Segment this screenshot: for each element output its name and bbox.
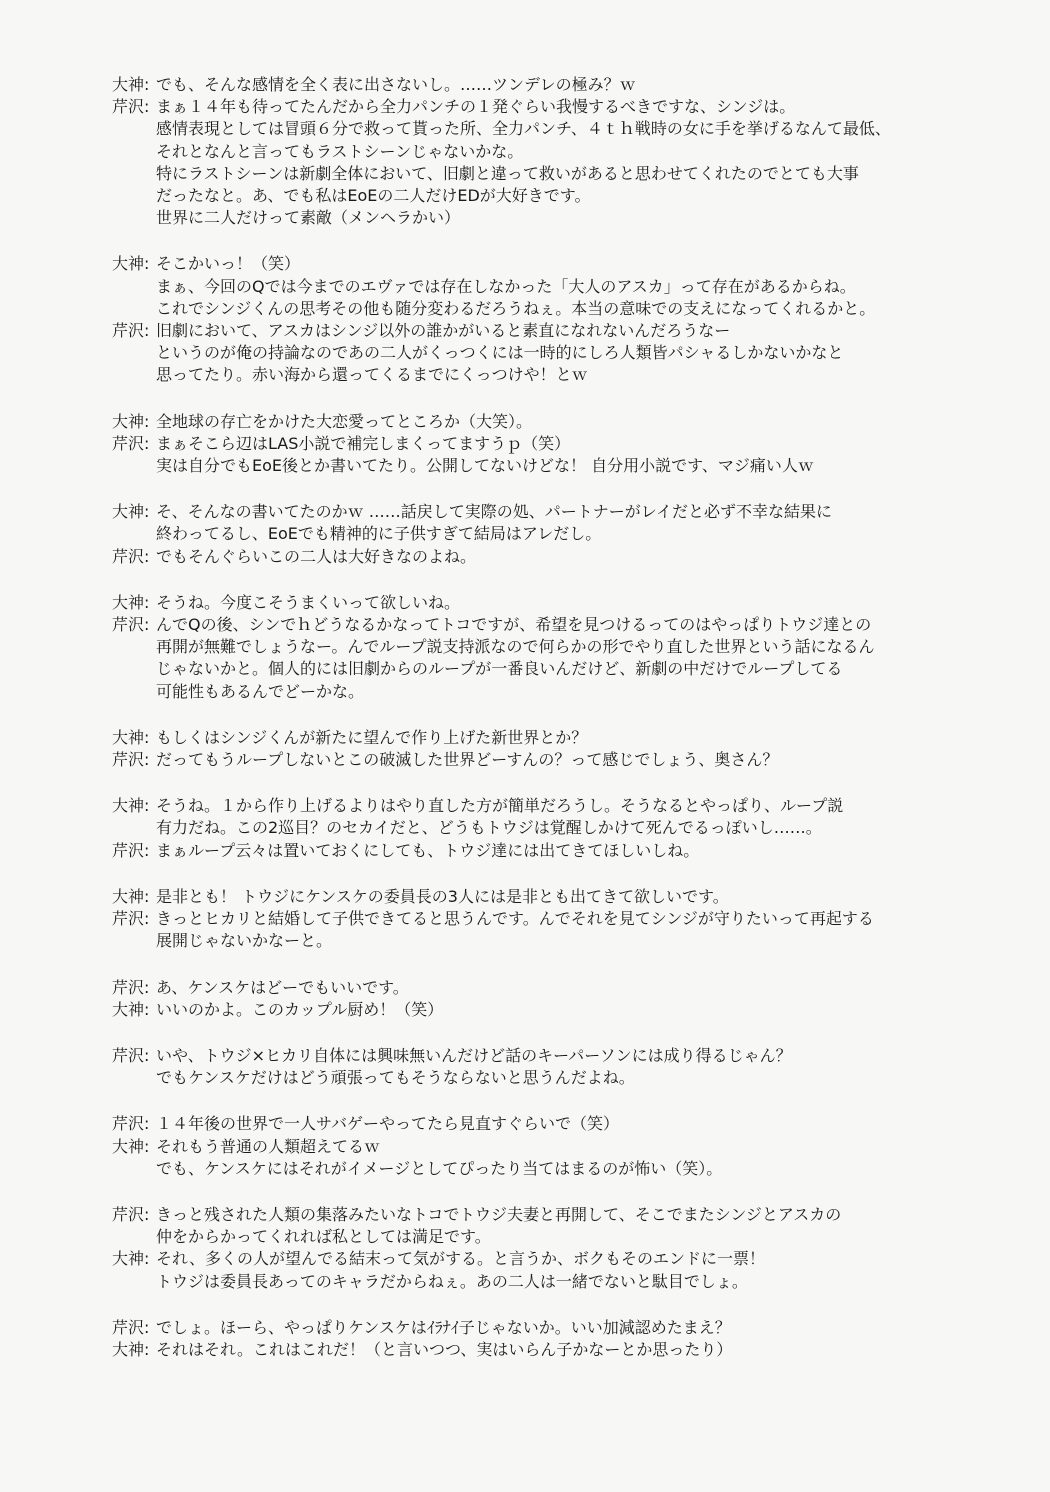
- speaker-label: [112, 118, 156, 140]
- line-text: まぁ、今回のQでは今までのエヴァでは存在しなかった「大人のアスカ」って存在があるからね。: [156, 276, 856, 296]
- dialogue-line: [112, 614, 1012, 636]
- dialogue-block: [112, 253, 1012, 386]
- dialogue-line: [112, 636, 1012, 658]
- speaker-label: 芹沢:: [112, 546, 150, 566]
- dialogue-line: [112, 1204, 1012, 1226]
- line-text: 特にラストシーンは新劇全体において、旧劇と違って救いがあると思わせてくれたのでとても大事: [156, 163, 859, 183]
- speaker-label: 芹沢:: [112, 1045, 150, 1065]
- speaker-label: [112, 455, 156, 477]
- line-text: いや、トウジ×ヒカリ自体には興味無いんだけど話のキーパーソンには成り得るじゃん？: [156, 1045, 792, 1065]
- dialogue-line: [112, 342, 1012, 364]
- dialogue-line: [112, 1136, 1012, 1158]
- dialogue-line: [112, 96, 1012, 118]
- dialogue-line: [112, 276, 1012, 298]
- dialogue-line: [112, 1271, 1012, 1293]
- dialogue-line: [112, 930, 1012, 952]
- line-text: だったなと。あ、でも私はEoEの二人だけEDが大好きです。: [156, 186, 591, 206]
- dialogue-line: [112, 433, 1012, 455]
- line-text: 再開が無難でしょうなー。んでループ説支持派なので何らかの形でやり直した世界という話になるん: [156, 637, 875, 657]
- line-text: じゃないかと。個人的には旧劇からのループが一番良いんだけど、新劇の中だけでループしてる: [156, 659, 843, 679]
- line-text: そ、そんなの書いてたのかｗ ……話戻して実際の処、パートナーがレイだと必ず不幸な結果に: [156, 502, 832, 522]
- dialogue-line: [112, 977, 1012, 999]
- dialogue-line: [112, 141, 1012, 163]
- line-text: だってもうループしないとこの破滅した世界どーすんの？って感じでしょう、奥さん？: [156, 750, 779, 770]
- line-text: そうね。１から作り上げるよりはやり直した方が簡単だろうし。そうなるとやっぱり、ループ説: [156, 796, 844, 816]
- speaker-label: [112, 163, 156, 185]
- speaker-label: 芹沢:: [112, 840, 150, 860]
- speaker-label: [112, 1226, 156, 1248]
- speaker-label: 大神:: [112, 796, 150, 816]
- dialogue-block: [112, 795, 1012, 862]
- dialogue-line: [112, 118, 1012, 140]
- line-text: 世界に二人だけって素敵（メンヘラかい）: [156, 208, 461, 228]
- line-text: 是非とも！ トウジにケンスケの委員長の3人には是非とも出てきて欲しいです。: [156, 886, 729, 906]
- speaker-label: [112, 930, 156, 952]
- speaker-label: 芹沢:: [112, 909, 150, 929]
- line-text: それとなんと言ってもラストシーンじゃないかな。: [156, 141, 524, 161]
- line-text: というのが俺の持論なのであの二人がくっつくには一時的にしろ人類皆パシャるしかないかなと: [156, 343, 844, 363]
- speaker-label: 大神:: [112, 1136, 150, 1156]
- dialogue-line: [112, 999, 1012, 1021]
- line-text: きっとヒカリと結婚して子供できてると思うんです。んでそれを見てシンジが守りたいって再起する: [156, 909, 874, 929]
- dialogue-block: [112, 1317, 1012, 1361]
- line-text: まぁそこら辺はLAS小説で補完しまくってますうｐ（笑）: [156, 433, 571, 453]
- speaker-label: 芹沢:: [112, 321, 150, 341]
- speaker-label: 大神:: [112, 1249, 150, 1269]
- line-text: 展開じゃないかなーと。: [156, 931, 333, 951]
- line-text: それはそれ。これはこれだ！（と言いつつ、実はいらん子かなーとか思ったり）: [156, 1339, 733, 1359]
- speaker-label: 芹沢:: [112, 1204, 150, 1224]
- speaker-label: 大神:: [112, 886, 150, 906]
- speaker-label: [112, 141, 156, 163]
- dialogue-line: [112, 1317, 1012, 1339]
- speaker-label: [112, 523, 156, 545]
- line-text: それもう普通の人類超えてるｗ: [156, 1136, 381, 1156]
- dialogue-line: [112, 320, 1012, 342]
- dialogue-line: [112, 501, 1012, 523]
- line-text: そうね。今度こそうまくいって欲しいね。: [156, 592, 461, 612]
- speaker-label: [112, 342, 156, 364]
- dialogue-line: [112, 1339, 1012, 1361]
- line-text: １４年後の世界で一人サバゲーやってたら見直すぐらいで（笑）: [156, 1114, 620, 1134]
- line-text: 旧劇において、アスカはシンジ以外の誰かがいると素直になれないんだろうなー: [156, 321, 731, 341]
- dialogue-line: [112, 1226, 1012, 1248]
- speaker-label: 芹沢:: [112, 433, 150, 453]
- dialogue-line: [112, 364, 1012, 386]
- line-text: でしょ。ほーら、やっぱりケンスケはｲﾗﾅｲ子じゃないか。いい加減認めたまえ？: [156, 1317, 731, 1337]
- dialogue-line: [112, 253, 1012, 275]
- line-text: それ、多くの人が望んでる結末って気がする。と言うか、ボクもそのエンドに一票！: [156, 1249, 765, 1269]
- speaker-label: [112, 1271, 156, 1293]
- speaker-label: 芹沢:: [112, 97, 150, 117]
- line-text: これでシンジくんの思考その他も随分変わるだろうねぇ。本当の意味での支えになってくれるかと。: [156, 298, 876, 318]
- speaker-label: 芹沢:: [112, 1317, 150, 1337]
- speaker-label: 大神:: [112, 592, 150, 612]
- dialogue-block: [112, 592, 1012, 703]
- dialogue-block: [112, 727, 1012, 771]
- line-text: 有力だね。この2巡目？のセカイだと、どうもトウジは覚醒しかけて死んでるっぽいし……。: [156, 818, 822, 838]
- line-text: そこかいっ！（笑）: [156, 254, 301, 274]
- speaker-label: [112, 298, 156, 320]
- dialogue-line: [112, 185, 1012, 207]
- line-text: いいのかよ。このカップル厨め！（笑）: [156, 999, 444, 1019]
- speaker-label: 大神:: [112, 75, 150, 94]
- dialogue-line: [112, 727, 1012, 749]
- speaker-label: [112, 817, 156, 839]
- dialogue-line: [112, 592, 1012, 614]
- line-text: でも、そんな感情を全く表に出さないし。……ツンデレの極み？ｗ: [156, 75, 636, 94]
- dialogue-line: [112, 749, 1012, 771]
- speaker-label: 大神:: [112, 502, 150, 522]
- line-text: 仲をからかってくれれば私としては満足です。: [156, 1227, 491, 1247]
- dialogue-line: [112, 523, 1012, 545]
- dialogue-line: [112, 817, 1012, 839]
- speaker-label: [112, 364, 156, 386]
- dialogue-line: [112, 886, 1012, 908]
- speaker-label: [112, 658, 156, 680]
- dialogue-line: [112, 1113, 1012, 1135]
- dialogue-line: [112, 411, 1012, 433]
- line-text: んでQの後、シンでｈどうなるかなってトコですが、希望を見つけるってのはやっぱりトウジ達との: [156, 615, 872, 635]
- dialogue-block: [112, 1113, 1012, 1180]
- dialogue-block: [112, 1045, 1012, 1089]
- dialogue-line: [112, 1045, 1012, 1067]
- dialogue-line: [112, 455, 1012, 477]
- dialogue-block: [112, 74, 1012, 229]
- dialogue-block: [112, 977, 1012, 1021]
- line-text: でもケンスケだけはどう頑張ってもそうならないと思うんだよね。: [156, 1068, 635, 1088]
- speaker-label: 大神:: [112, 411, 150, 431]
- line-text: あ、ケンスケはどーでもいいです。: [156, 977, 409, 997]
- line-text: 思ってたり。赤い海から還ってくるまでにくっつけや！とｗ: [156, 365, 588, 385]
- speaker-label: 芹沢:: [112, 750, 150, 770]
- line-text: 可能性もあるんでどーかな。: [156, 681, 365, 701]
- dialogue-line: [112, 840, 1012, 862]
- dialogue-block: [112, 501, 1012, 568]
- dialogue-line: [112, 658, 1012, 680]
- dialogue-line: [112, 908, 1012, 930]
- speaker-label: [112, 185, 156, 207]
- dialogue-line: [112, 1158, 1012, 1180]
- line-text: でも、ケンスケにはそれがイメージとしてぴったり当てはまるのが怖い（笑）。: [156, 1158, 723, 1178]
- line-text: でもそんぐらいこの二人は大好きなのよね。: [156, 546, 477, 566]
- dialogue-line: [112, 1067, 1012, 1089]
- dialogue-block: [112, 886, 1012, 953]
- line-text: きっと残された人類の集落みたいなトコでトウジ夫妻と再開して、そこでまたシンジとアスカの: [156, 1204, 842, 1224]
- speaker-label: [112, 681, 156, 703]
- line-text: まぁループ云々は置いておくにしても、トウジ達には出てきてほしいしね。: [156, 840, 700, 860]
- dialogue-line: [112, 207, 1012, 229]
- line-text: まぁ１４年も待ってたんだから全力パンチの１発ぐらい我慢するべきですな、シンジは。: [156, 97, 796, 117]
- line-text: 感情表現としては冒頭６分で救って貰った所、全力パンチ、４ｔｈ戦時の女に手を挙げるなんて最低、: [156, 119, 891, 139]
- dialogue-text: [112, 74, 1012, 1385]
- dialogue-line: [112, 298, 1012, 320]
- line-text: 全地球の存亡をかけた大恋愛ってところか（大笑）。: [156, 411, 533, 431]
- speaker-label: [112, 1067, 156, 1089]
- speaker-label: [112, 276, 156, 298]
- dialogue-line: [112, 1248, 1012, 1270]
- dialogue-line: [112, 795, 1012, 817]
- speaker-label: 芹沢:: [112, 615, 150, 635]
- speaker-label: 大神:: [112, 1339, 150, 1359]
- dialogue-line: [112, 681, 1012, 703]
- line-text: トウジは委員長あってのキャラだからねぇ。あの二人は一緒でないと駄目でしょ。: [156, 1271, 748, 1291]
- speaker-label: [112, 207, 156, 229]
- dialogue-block: [112, 411, 1012, 478]
- dialogue-block: [112, 1204, 1012, 1293]
- speaker-label: 芹沢:: [112, 977, 150, 997]
- speaker-label: 大神:: [112, 254, 150, 274]
- dialogue-line: [112, 163, 1012, 185]
- speaker-label: [112, 636, 156, 658]
- speaker-label: 芹沢:: [112, 1114, 150, 1134]
- line-text: もしくはシンジくんが新たに望んで作り上げた新世界とか？: [156, 727, 588, 747]
- speaker-label: [112, 1158, 156, 1180]
- speaker-label: 大神:: [112, 727, 150, 747]
- speaker-label: 大神:: [112, 999, 150, 1019]
- line-text: 終わってるし、EoEでも精神的に子供すぎて結局はアレだし。: [156, 524, 602, 544]
- line-text: 実は自分でもEoE後とか書いてたり。公開してないけどな！ 自分用小説です、マジ痛い人ｗ: [156, 456, 814, 476]
- dialogue-line: [112, 546, 1012, 568]
- dialogue-line: [112, 74, 1012, 96]
